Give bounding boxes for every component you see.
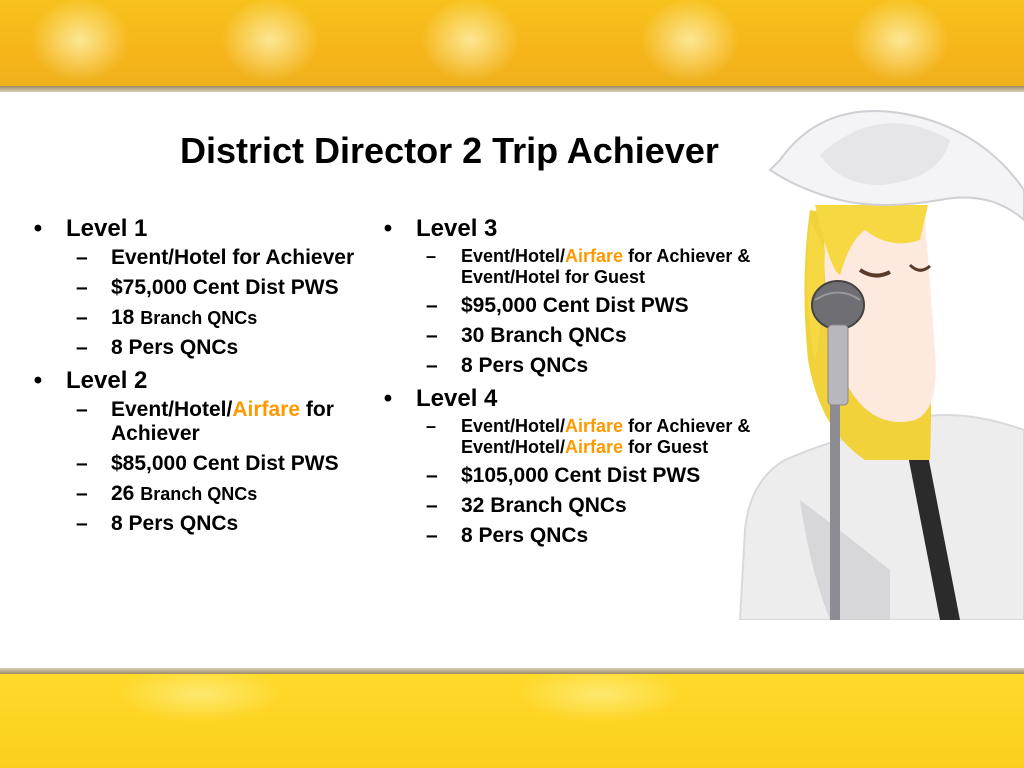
list-item: – Event/Hotel for Achiever <box>76 246 355 269</box>
list-item: – $75,000 Cent Dist PWS <box>76 276 339 299</box>
level-4-label: Level 4 <box>416 385 498 412</box>
level-3-label: Level 3 <box>416 215 498 242</box>
list-item: – 30 Branch QNCs <box>426 324 627 347</box>
list-item: – 32 Branch QNCs <box>426 494 627 517</box>
list-item: – 8 Pers QNCs <box>76 512 239 535</box>
level-3-heading <box>378 214 778 244</box>
list-item: – 8 Pers QNCs <box>76 336 239 359</box>
level-3-items <box>378 246 778 378</box>
airfare-highlight: Airfare <box>232 398 301 421</box>
bottom-decorative-band <box>0 674 1024 768</box>
list-item: – Event/Hotel/Airfare for Achiever <box>76 398 334 445</box>
bullet-glyph: • <box>383 215 393 242</box>
list-item: – Event/Hotel/Airfare for Achiever & Event/Hotel for Guest <box>426 246 751 287</box>
list-item: – 18 Branch QNCs <box>76 306 258 329</box>
airfare-highlight: Airfare <box>565 246 624 266</box>
bullet-glyph: • <box>33 367 43 394</box>
level-2-heading <box>28 366 388 396</box>
airfare-highlight: Airfare <box>565 437 624 457</box>
level-1-items <box>28 246 388 360</box>
bullet-glyph: • <box>33 215 43 242</box>
level-1-label: Level 1 <box>66 215 148 242</box>
slide-title: District Director 2 Trip Achiever <box>180 130 719 171</box>
list-item: – $95,000 Cent Dist PWS <box>426 294 689 317</box>
right-column <box>378 214 778 554</box>
top-decorative-band <box>0 0 1024 88</box>
list-item: – 8 Pers QNCs <box>426 524 589 547</box>
bullet-glyph: • <box>383 385 393 412</box>
list-item: – 26 Branch QNCs <box>76 482 258 505</box>
level-1-heading <box>28 214 388 244</box>
top-divider <box>0 86 1024 92</box>
level-4-items <box>378 416 778 548</box>
level-4-heading <box>378 384 778 414</box>
list-item: – $85,000 Cent Dist PWS <box>76 452 339 475</box>
level-2-items <box>28 398 388 536</box>
list-item: – Event/Hotel/Airfare for Achiever & Event/Hotel/Airfare for Guest <box>426 416 751 457</box>
list-item: – $105,000 Cent Dist PWS <box>426 464 701 487</box>
airfare-highlight: Airfare <box>565 416 624 436</box>
left-column <box>28 214 388 542</box>
list-item: – 8 Pers QNCs <box>426 354 589 377</box>
level-2-label: Level 2 <box>66 367 148 394</box>
